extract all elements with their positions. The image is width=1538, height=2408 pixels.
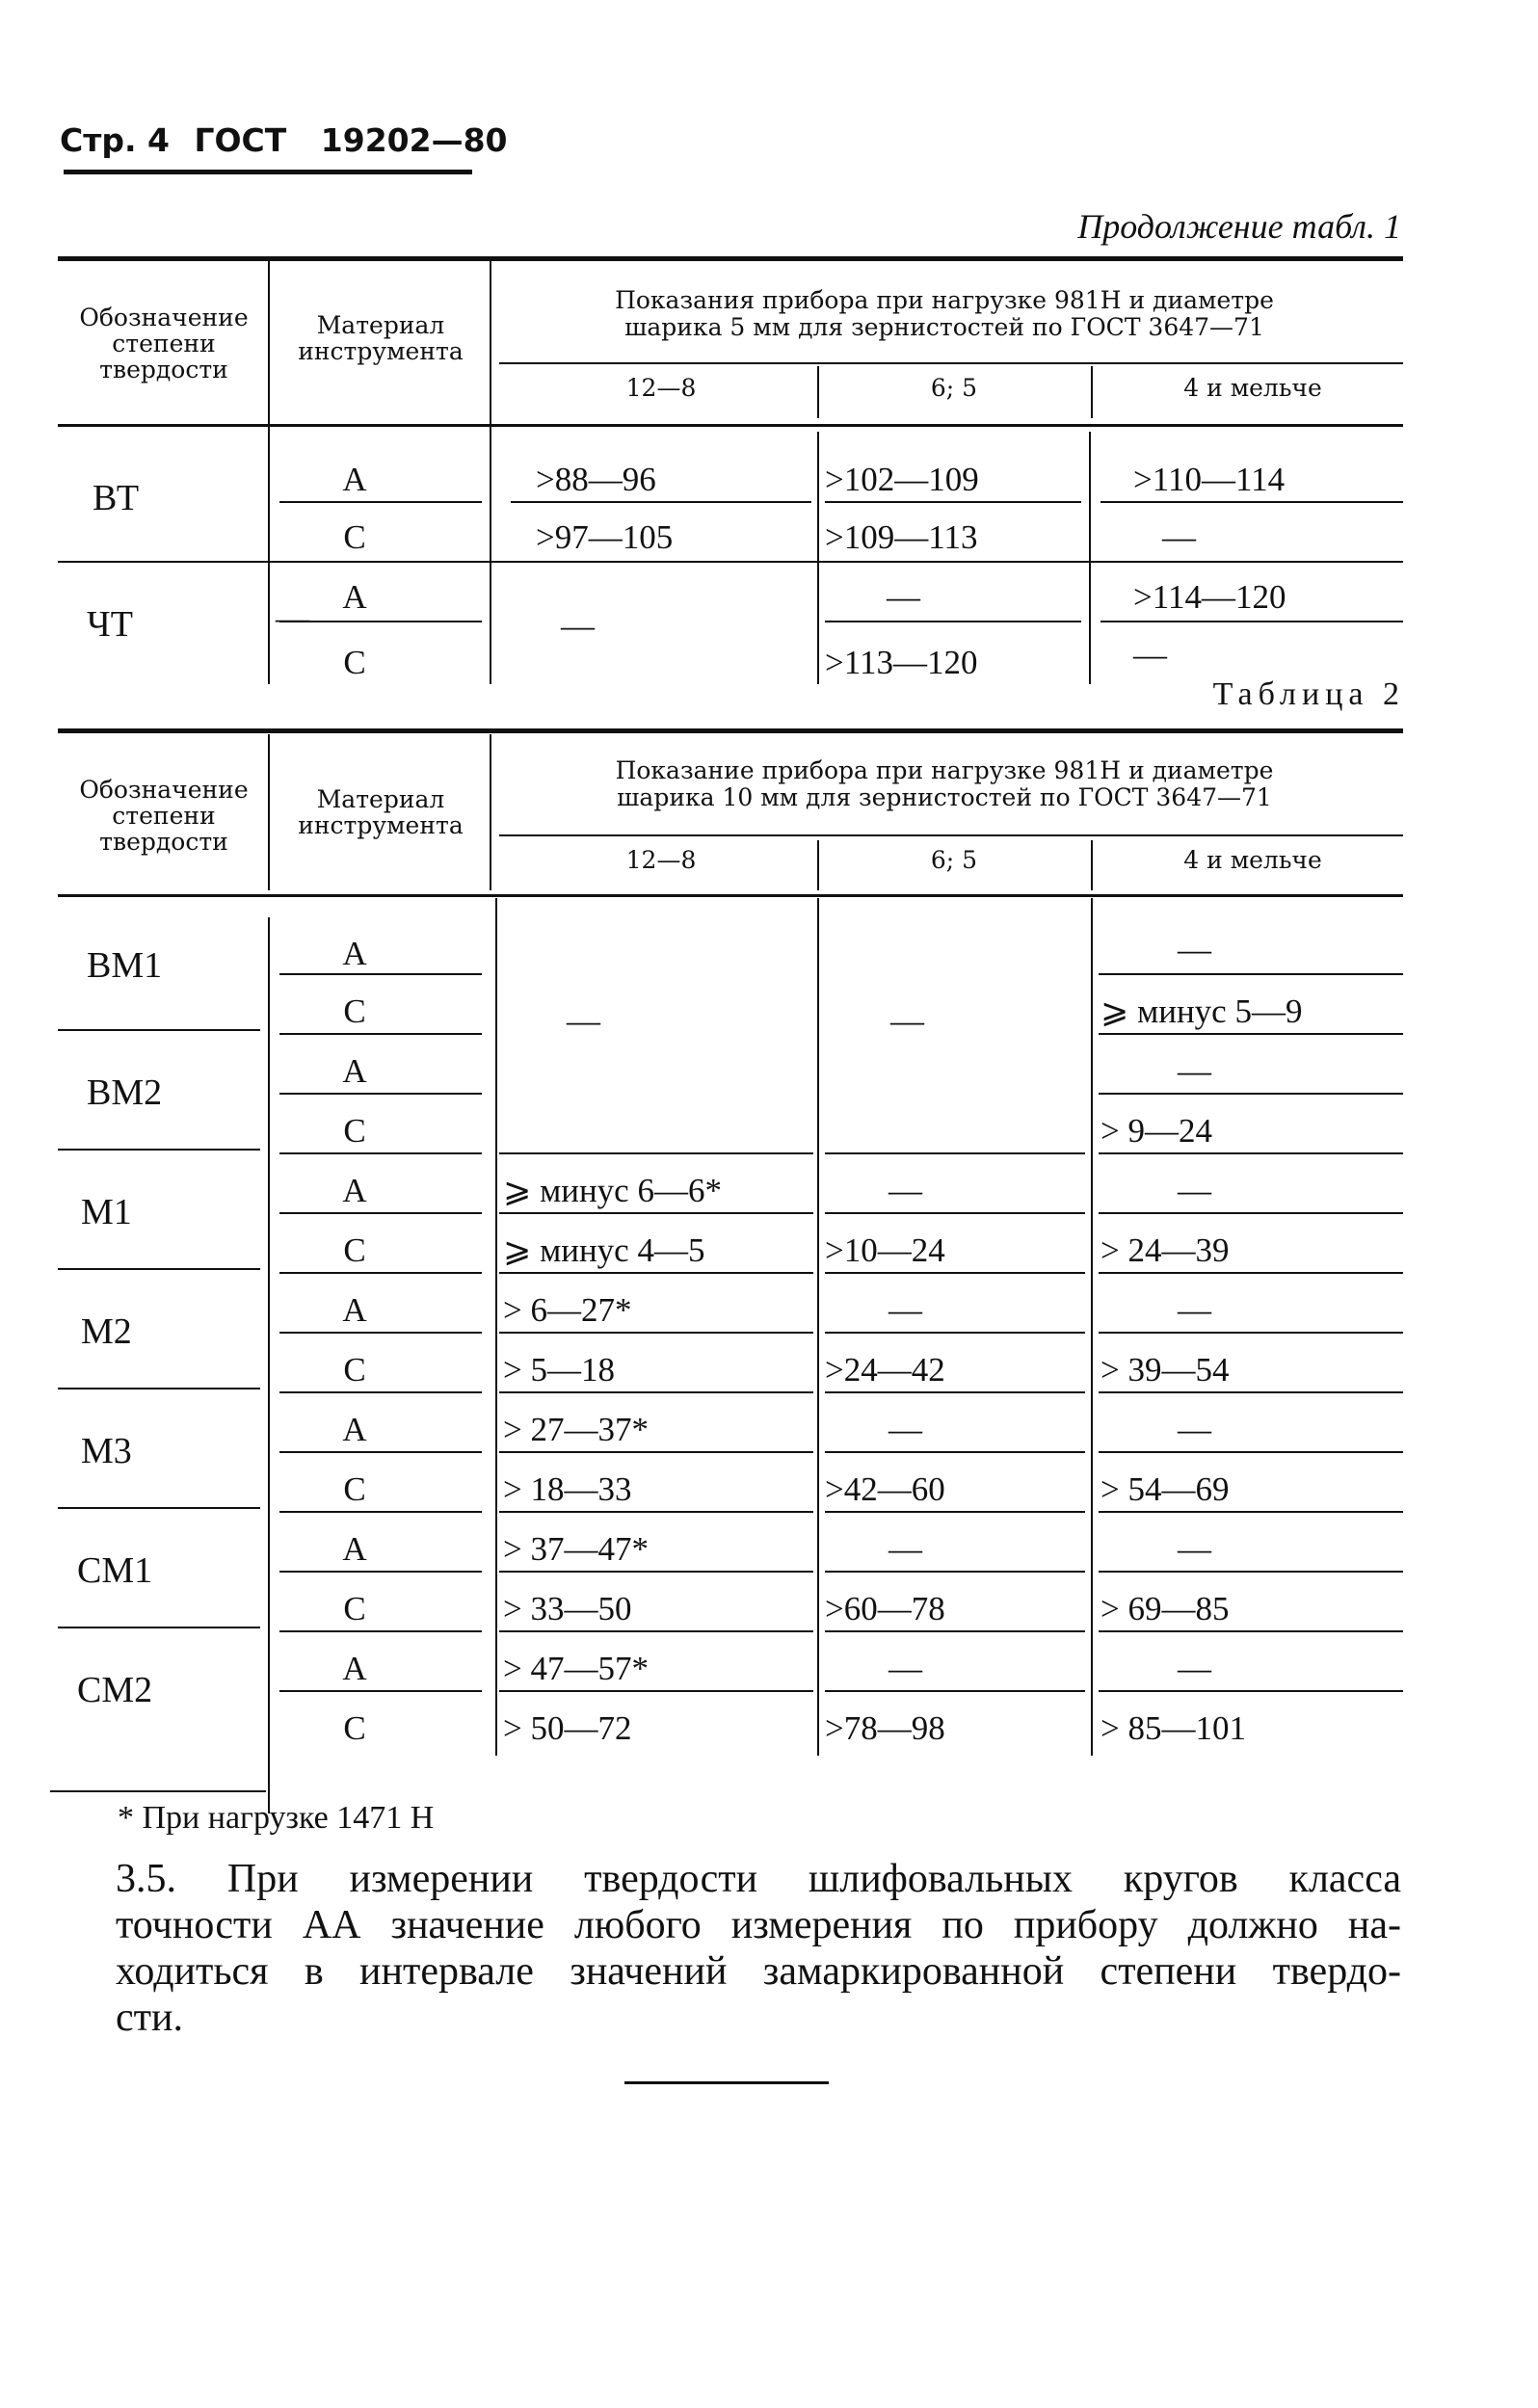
table2-vline-6 xyxy=(495,898,497,1756)
table2-value-rule xyxy=(825,1630,1085,1632)
table2-grade-rule xyxy=(58,1268,260,1270)
table2-value-rule xyxy=(825,1571,1085,1573)
table1-vline-6 xyxy=(1089,432,1091,684)
table2-material: С xyxy=(343,1231,366,1269)
table2-value: > 5—18 xyxy=(503,1351,615,1389)
table1-grade-vt: ВТ xyxy=(93,478,140,518)
table2-grade-rule xyxy=(58,1388,260,1389)
table2-grade-vm1: ВМ1 xyxy=(87,945,163,986)
table1-material: С xyxy=(343,644,366,681)
table2-value: — xyxy=(888,1530,922,1568)
table2-value-rule xyxy=(825,1451,1085,1453)
table2-value: > 24—39 xyxy=(1100,1231,1230,1269)
table2-value: >78—98 xyxy=(825,1709,945,1747)
table2-material: С xyxy=(343,992,366,1030)
table1-vline-4 xyxy=(1091,366,1093,418)
table2-material: А xyxy=(342,1291,367,1329)
table1-value: >114—120 xyxy=(1133,578,1286,616)
table2-value-rule xyxy=(1099,1690,1403,1692)
table1-value: >110—114 xyxy=(1133,461,1286,498)
table2-col-reading: Показание прибора при нагрузке 981Н и диаметре шарика 10 мм для зернистостей по ГОСТ 3647—71 xyxy=(615,756,1274,811)
gost-label: ГОСТ xyxy=(194,121,287,159)
paragraph-text: При измерении твердости шлифовальных кругов класса xyxy=(226,1857,1401,1901)
table2-value-rule xyxy=(1099,973,1403,975)
table2-grade-rule xyxy=(58,1029,260,1031)
table1-value: — xyxy=(887,578,920,616)
table1-row-rule xyxy=(279,501,482,503)
table2-grit-col-1: 12—8 xyxy=(625,846,697,874)
table2-value-rule xyxy=(1099,1332,1403,1334)
table2-vline-2 xyxy=(490,734,491,890)
table1-vline-5 xyxy=(817,432,819,684)
table2-value: ⩾ минус 6—6* xyxy=(503,1172,722,1209)
table2-material-rule xyxy=(279,1212,482,1214)
paragraph-line-1 xyxy=(116,1856,1401,1902)
table2-top-rule xyxy=(58,728,1403,733)
table2-material-rule xyxy=(279,1451,482,1453)
table1-value: — xyxy=(1162,518,1196,556)
table1-header-bottom-rule xyxy=(58,424,1403,427)
table1-value: >113—120 xyxy=(825,644,978,681)
table2-value-rule xyxy=(1099,1571,1403,1573)
table2-grade-m2: М2 xyxy=(81,1311,132,1352)
table1-value: — xyxy=(1133,636,1167,674)
table2-value-rule xyxy=(1099,1511,1403,1513)
table2-value-rule xyxy=(1099,1451,1403,1453)
table2-value-rule xyxy=(499,1511,813,1513)
table2-value-rule xyxy=(1099,1033,1403,1035)
table2-value: >10—24 xyxy=(825,1231,945,1269)
table1-grit-col-2: 6; 5 xyxy=(930,374,978,402)
table2-header-bottom-rule xyxy=(58,894,1403,897)
table2-merged-bottom-rule xyxy=(825,1152,1085,1154)
table1-material: С xyxy=(343,518,366,556)
table2-value-rule xyxy=(499,1212,813,1214)
table1-row-rule xyxy=(1100,501,1403,503)
table1-row-rule xyxy=(58,561,1403,563)
table2-col-material: Материал инструмента xyxy=(298,785,464,839)
table2-value-rule xyxy=(1099,1630,1403,1632)
table2-value-rule xyxy=(499,1571,813,1573)
table2-value-rule xyxy=(1099,1272,1403,1274)
table2-value-rule xyxy=(499,1332,813,1334)
table1-value: >109—113 xyxy=(825,518,978,556)
table2-value: — xyxy=(888,1650,922,1687)
table2-grade-sm1: СМ1 xyxy=(77,1550,153,1591)
table2-vline-1 xyxy=(268,734,270,890)
table1-grade-cht: ЧТ xyxy=(87,604,133,645)
table1-row-rule xyxy=(1100,621,1403,622)
table2-grade-rule xyxy=(58,1149,260,1151)
table2-grade-rule xyxy=(58,1507,260,1509)
table2-value: > 47—57* xyxy=(503,1650,649,1687)
table1-row-rule xyxy=(825,621,1081,622)
table1-grit-col-1: 12—8 xyxy=(625,374,697,402)
table2-caption: Таблица 2 xyxy=(1212,676,1405,712)
table2-material: А xyxy=(342,1172,367,1209)
table2-value: — xyxy=(1178,931,1211,968)
table2-value: > 69—85 xyxy=(1100,1590,1230,1627)
table2-material: А xyxy=(342,1052,367,1090)
table2-value: — xyxy=(1178,1650,1211,1687)
paragraph-line-2: точности АА значение любого измерения по прибору должно на- xyxy=(116,1903,1401,1947)
table2-grade-m3: М3 xyxy=(81,1431,132,1471)
table2-value-rule xyxy=(825,1332,1085,1334)
table1-grit-col-3: 4 и мельче xyxy=(1183,374,1322,402)
table2-material: А xyxy=(342,1530,367,1568)
table2-col-grade: Обозначение степени твердости xyxy=(79,776,249,856)
continuation-label: Продолжение табл. 1 xyxy=(1077,207,1401,246)
table1-subheader-rule xyxy=(499,362,1403,364)
paragraph-3-5 xyxy=(116,1856,1401,2041)
table1-value: >88—96 xyxy=(536,461,656,498)
table2-value-rule xyxy=(1099,1093,1403,1095)
table2-vline-8 xyxy=(1091,898,1093,1756)
table2-value: > 39—54 xyxy=(1100,1351,1230,1389)
table2-value: >24—42 xyxy=(825,1351,945,1389)
table2-grit-col-3: 4 и мельче xyxy=(1183,846,1322,874)
table2-vline-4 xyxy=(1091,840,1093,890)
table2-value: > 18—33 xyxy=(503,1470,632,1508)
table2-material: С xyxy=(343,1351,366,1389)
table2-merged-dash: — xyxy=(567,1002,600,1040)
footnote: * При нагрузке 1471 Н xyxy=(118,1800,435,1836)
table2-material-rule xyxy=(279,1033,482,1035)
table2-value: — xyxy=(1178,1411,1211,1448)
table2-material: С xyxy=(343,1590,366,1627)
table1-vline-2 xyxy=(490,260,491,684)
page-number: Стр. 4 xyxy=(60,121,170,159)
table2-bottom-rule xyxy=(50,1790,266,1792)
table2-value: > 33—50 xyxy=(503,1590,632,1627)
gost-number: 19202—80 xyxy=(320,121,508,159)
table1-col-reading: Показания прибора при нагрузке 981Н и диаметре шарика 5 мм для зернистостей по ГОСТ 3647—71 xyxy=(615,286,1274,341)
table1-col-material: Материал инструмента xyxy=(298,311,464,365)
table2-value-rule xyxy=(825,1391,1085,1393)
table2-value: ⩾ минус 5—9 xyxy=(1100,992,1303,1030)
table2-material-rule xyxy=(279,1511,482,1513)
table2-value: — xyxy=(1178,1291,1211,1329)
table2-value-rule xyxy=(825,1272,1085,1274)
table2-value: > 9—24 xyxy=(1100,1112,1212,1150)
table2-grade-vm2: ВМ2 xyxy=(87,1072,163,1113)
table2-value: > 37—47* xyxy=(503,1530,649,1568)
table2-value-rule xyxy=(499,1630,813,1632)
table2-value: > 85—101 xyxy=(1100,1709,1246,1747)
table2-material-rule xyxy=(279,1690,482,1692)
paragraph-line-4: сти. xyxy=(116,1996,183,2040)
paragraph-line-3: ходиться в интервале значений замаркированной степени твердо- xyxy=(116,1949,1401,1994)
page-header xyxy=(60,121,508,159)
table2-material: А xyxy=(342,1411,367,1448)
table2-material: А xyxy=(342,935,367,972)
table2-vline-3 xyxy=(817,840,819,890)
table2-material: С xyxy=(343,1112,366,1150)
table2-value: >60—78 xyxy=(825,1590,945,1627)
table2-value: > 6—27* xyxy=(503,1291,632,1329)
table2-material-rule xyxy=(279,1152,482,1154)
table1-value: >102—109 xyxy=(825,461,979,498)
table2-vline-5 xyxy=(268,917,270,1813)
table2-value-rule xyxy=(825,1212,1085,1214)
table2-value: — xyxy=(888,1411,922,1448)
table2-merged-bottom-rule xyxy=(499,1152,813,1154)
table2-value: — xyxy=(888,1291,922,1329)
table1-top-rule xyxy=(58,256,1403,261)
closing-rule xyxy=(624,2081,829,2084)
table2-material: С xyxy=(343,1709,366,1747)
table1-value: — xyxy=(561,607,595,645)
table2-value: — xyxy=(1178,1530,1211,1568)
table2-material: А xyxy=(342,1650,367,1687)
table2-value: ⩾ минус 4—5 xyxy=(503,1231,705,1269)
table1-col-grade: Обозначение степени твердости xyxy=(79,304,249,384)
table2-value: > 54—69 xyxy=(1100,1470,1230,1508)
table1-dash: — xyxy=(276,599,309,637)
table2-value-rule xyxy=(499,1272,813,1274)
table2-value: > 27—37* xyxy=(503,1411,649,1448)
table2-material-rule xyxy=(279,1571,482,1573)
table2-value-rule xyxy=(825,1690,1085,1692)
table2-material-rule xyxy=(279,1272,482,1274)
table2-value-rule xyxy=(825,1511,1085,1513)
table2-value: > 50—72 xyxy=(503,1709,632,1747)
table1-material: А xyxy=(342,461,367,498)
table1-value: >97—105 xyxy=(536,518,674,556)
table2-material-rule xyxy=(279,1391,482,1393)
table2-subheader-rule xyxy=(499,834,1403,836)
table2-merged-dash: — xyxy=(890,1002,924,1040)
header-underline xyxy=(64,170,472,174)
table2-value-rule xyxy=(499,1690,813,1692)
table1-vline-1 xyxy=(268,260,270,684)
table2-value-rule xyxy=(499,1451,813,1453)
table1-vline-3 xyxy=(817,366,819,418)
table2-material-rule xyxy=(279,973,482,975)
table2-grade-sm2: СМ2 xyxy=(77,1670,153,1710)
table2-value: — xyxy=(1178,1172,1211,1209)
table2-grit-col-2: 6; 5 xyxy=(930,846,978,874)
table2-material-rule xyxy=(279,1093,482,1095)
table2-material-rule xyxy=(279,1332,482,1334)
table1-row-rule xyxy=(511,501,811,503)
table2-value: — xyxy=(1178,1052,1211,1090)
table2-grade-rule xyxy=(58,1627,260,1628)
table2-value-rule xyxy=(1099,1391,1403,1393)
table2-value: — xyxy=(888,1172,922,1209)
table2-material-rule xyxy=(279,1630,482,1632)
table2-value: >42—60 xyxy=(825,1470,945,1508)
table1-row-rule xyxy=(279,621,482,622)
table1-row-rule xyxy=(825,501,1081,503)
table2-material: С xyxy=(343,1470,366,1508)
paragraph-number: 3.5. xyxy=(116,1857,176,1901)
table1-material: А xyxy=(342,578,367,616)
table2-vline-7 xyxy=(817,898,819,1756)
table2-value-rule xyxy=(1099,1212,1403,1214)
table2-grade-m1: М1 xyxy=(81,1192,132,1232)
table2-value-rule xyxy=(1099,1152,1403,1154)
table2-value-rule xyxy=(499,1391,813,1393)
